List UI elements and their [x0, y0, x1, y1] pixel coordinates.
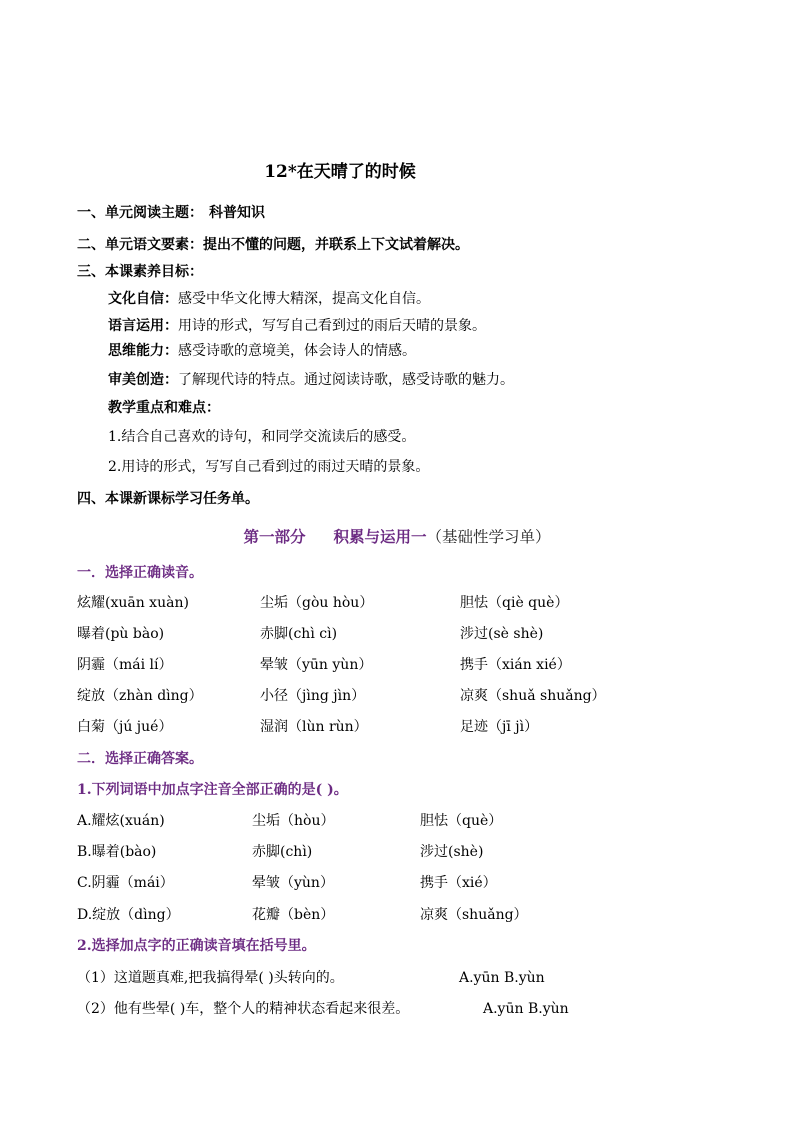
q2-sub2: 2.选择加点字的正确读音填在括号里。: [77, 938, 316, 954]
q2-item-1: [77, 968, 344, 988]
q2-item-2-options: A.yūn B.yùn: [483, 1001, 569, 1017]
q2-item-text: （2）他有些晕( )车，整个人的精神状态看起来很差。: [77, 1001, 410, 1017]
answer-option: 晕皱（yùn）: [252, 875, 334, 891]
section-2-label: 二、单元语文要素：: [77, 237, 203, 253]
key-point-2: 2.用诗的形式，写写自己看到过的雨过天晴的景象。: [108, 459, 430, 475]
section-1-label: 一、单元阅读主题：: [77, 205, 203, 221]
answer-option: 胆怯（què）: [420, 813, 503, 829]
section-2-value: 提出不懂的问题，并联系上下文试着解决。: [203, 237, 469, 253]
q2-heading: 二．选择正确答案。: [77, 751, 203, 767]
goal-key: 文化自信：: [108, 291, 178, 307]
q2-item-2: [77, 999, 409, 1019]
goal-value: 感受中华文化博大精深，提高文化自信。: [178, 291, 430, 307]
part-name: 积累与运用一: [333, 527, 427, 546]
pinyin-option: 湿润（lùn rùn）: [260, 719, 368, 735]
pinyin-option: 足迹（jī jì）: [460, 719, 539, 735]
pinyin-option: 白菊（jú jué）: [77, 719, 173, 735]
answer-option: 尘垢（hòu）: [252, 813, 335, 829]
answer-option: 涉过(shè): [420, 844, 484, 860]
goal-key: 审美创造：: [108, 372, 178, 388]
goal-culture: [108, 289, 430, 309]
answer-option: 携手（xié）: [420, 875, 497, 891]
pinyin-option: 凉爽（shuǎ shuǎng）: [460, 688, 606, 704]
answer-option: 凉爽（shuǎng）: [420, 907, 528, 923]
answer-option: 赤脚(chì): [252, 844, 313, 860]
pinyin-option: 曝着(pù bào): [77, 626, 165, 642]
key-points-label: 教学重点和难点：: [108, 400, 220, 416]
section-1: [77, 203, 265, 223]
goal-value: 了解现代诗的特点。通过阅读诗歌，感受诗歌的魅力。: [178, 372, 514, 388]
goal-thinking: [108, 341, 416, 361]
q1-heading: 一．选择正确读音。: [77, 565, 203, 581]
q2-sub1: 1.下列词语中加点字注音全部正确的是( )。: [77, 782, 348, 798]
pinyin-option: 晕皱（yūn yùn）: [260, 657, 373, 673]
section-2: [77, 235, 469, 255]
answer-option: C.阴霾（mái）: [77, 875, 174, 891]
pinyin-option: 携手（xián xié）: [460, 657, 571, 673]
page-title: 12*在天晴了的时候: [264, 162, 416, 182]
key-point-1: 1.结合自己喜欢的诗句，和同学交流读后的感受。: [108, 429, 416, 445]
part-heading: [0, 525, 794, 547]
q2-item-text: （1）这道题真难,把我搞得晕( )头转向的。: [77, 970, 344, 986]
part-subtitle: （基础性学习单）: [426, 528, 551, 546]
q2-item-1-options: A.yūn B.yùn: [459, 970, 545, 986]
answer-option: A.耀炫(xuán): [77, 813, 165, 829]
pinyin-option: 尘垢（gòu hòu）: [260, 595, 374, 611]
pinyin-option: 绽放（zhàn dìng）: [77, 688, 203, 704]
section-4-label: 四、本课新课标学习任务单。: [77, 491, 259, 507]
goal-aesthetic: [108, 370, 514, 390]
pinyin-option: 阴霾（mái lí）: [77, 657, 173, 673]
goal-value: 用诗的形式，写写自己看到过的雨后天晴的景象。: [178, 318, 486, 334]
part-title: 第一部分: [243, 527, 306, 546]
pinyin-option: 炫耀(xuān xuàn): [77, 595, 189, 611]
pinyin-option: 小径（jìng jìn）: [260, 688, 366, 704]
section-1-value: 科普知识: [209, 205, 265, 221]
goal-value: 感受诗歌的意境美，体会诗人的情感。: [178, 343, 416, 359]
pinyin-option: 涉过(sè shè): [460, 626, 544, 642]
section-3-label: 三、本课素养目标：: [77, 264, 203, 280]
goal-key: 语言运用：: [108, 318, 178, 334]
answer-option: 花瓣（bèn）: [252, 907, 335, 923]
pinyin-option: 赤脚(chì cì): [260, 626, 338, 642]
answer-option: B.曝着(bào): [77, 844, 157, 860]
pinyin-option: 胆怯（qiè què）: [460, 595, 569, 611]
answer-option: D.绽放（dìng）: [77, 907, 180, 923]
goal-language: [108, 316, 486, 336]
goal-key: 思维能力：: [108, 343, 178, 359]
